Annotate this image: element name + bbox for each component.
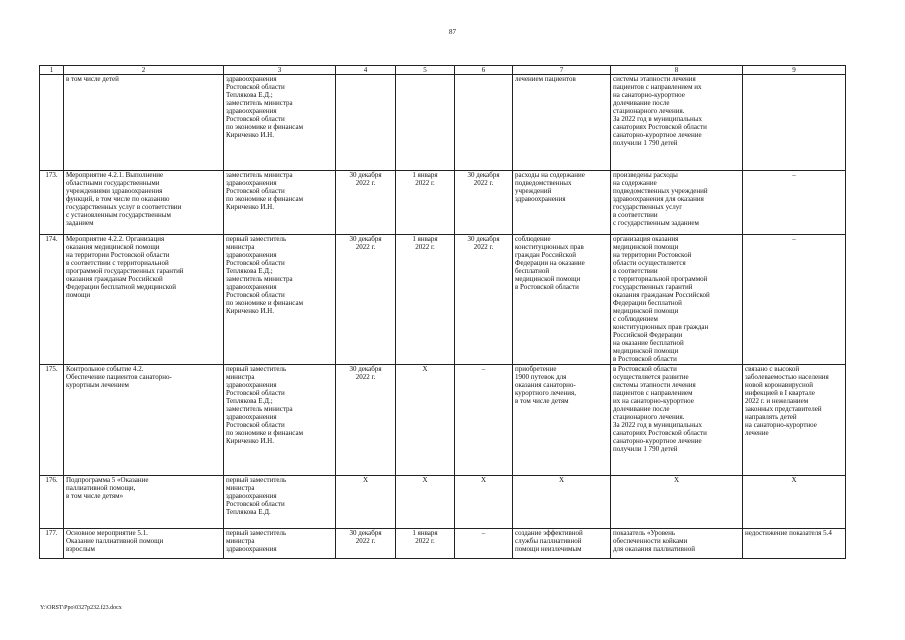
event-name-cell: Подпрограмма 5 «Оказание паллиативной помощи, в том числе детям» <box>64 476 224 529</box>
page-number: 87 <box>449 28 456 36</box>
actual-start-cell: X <box>396 476 455 529</box>
table-row <box>40 171 846 235</box>
actual-end-cell: 30 декабря 2022 г. <box>455 235 513 365</box>
planned-result-cell: соблюдение конституционных прав граждан Российской Федерации на оказание бесплатной медицинской помощи в Ростовской области <box>513 235 611 365</box>
reason-cell <box>743 75 846 171</box>
header-cell: 1 <box>40 66 64 75</box>
planned-date-cell: 30 декабря 2022 г. <box>336 235 396 365</box>
table-row <box>40 75 846 171</box>
actual-end-cell: – <box>455 365 513 476</box>
header-cell: 5 <box>396 66 455 75</box>
actual-end-cell: 30 декабря 2022 г. <box>455 171 513 235</box>
responsible-cell: первый заместитель министра здравоохранения Ростовской области Теплякова Е.Д.; заместитель министра здравоохранения Ростовской области по экономике и финансам Кириченко И.Н. <box>224 365 336 476</box>
header-cell: 9 <box>743 66 846 75</box>
event-name-cell: в том числе детей <box>64 75 224 171</box>
header-row <box>40 66 846 75</box>
event-name-cell: Основное мероприятие 5.1. Оказание паллиативной помощи взрослым <box>64 529 224 559</box>
table-row <box>40 529 846 559</box>
responsible-cell: заместитель министра здравоохранения Ростовской области по экономике и финансам Кириченко И.Н. <box>224 171 336 235</box>
planned-result-cell: расходы на содержание подведомственных учреждений здравоохранения <box>513 171 611 235</box>
planned-result-cell: лечением пациентов <box>513 75 611 171</box>
header-cell: 3 <box>224 66 336 75</box>
row-number-cell: 176. <box>40 476 64 529</box>
reason-cell: связано с высокой заболеваемостью населения новой коронавирусной инфекцией в I квартале 2022 г. и нежеланием законных представителей направлять детей на санаторно-курортное лечение <box>743 365 846 476</box>
actual-end-cell <box>455 75 513 171</box>
report-table <box>39 65 846 559</box>
planned-date-cell: X <box>336 476 396 529</box>
planned-date-cell: 30 декабря 2022 г. <box>336 529 396 559</box>
reason-cell: – <box>743 235 846 365</box>
planned-result-cell: создание эффективной службы паллиативной помощи неизлечимым <box>513 529 611 559</box>
actual-start-cell: X <box>396 365 455 476</box>
actual-result-cell: X <box>611 476 743 529</box>
row-number-cell <box>40 75 64 171</box>
planned-result-cell: приобретение 1900 путевок для оказания санаторно- курортного лечения, в том числе детям <box>513 365 611 476</box>
event-name-cell: Мероприятие 4.2.1. Выполнение областными государственными учреждениями здравоохранения функций, в том числе по оказанию государственных услуг в соответствии с установленным государственным заданием <box>64 171 224 235</box>
row-number-cell: 173. <box>40 171 64 235</box>
planned-result-cell: X <box>513 476 611 529</box>
event-name-cell: Мероприятие 4.2.2. Организация оказания медицинской помощи на территории Ростовской области в соответствии с территориальной программой государственных гарантий оказания гражданам Российской Федерации бесплатной медицинской помощи <box>64 235 224 365</box>
responsible-cell: первый заместитель министра здравоохранения Ростовской области Теплякова Е.Д.; заместитель министра здравоохранения Ростовской области по экономике и финансам Кириченко И.Н. <box>224 235 336 365</box>
table-row <box>40 235 846 365</box>
actual-end-cell: – <box>455 529 513 559</box>
header-cell: 2 <box>64 66 224 75</box>
header-cell: 7 <box>513 66 611 75</box>
actual-start-cell: 1 января 2022 г. <box>396 235 455 365</box>
file-path-footer: Y:\ORST\Ppo\0327p232.f23.docx <box>40 605 122 611</box>
responsible-cell: здравоохранения Ростовской области Теплякова Е.Д.; заместитель министра здравоохранения Ростовской области по экономике и финансам Кириченко И.Н. <box>224 75 336 171</box>
table-row <box>40 476 846 529</box>
table-row <box>40 365 846 476</box>
actual-result-cell: системы этапности лечения пациентов с направлением их на санаторно-курортное долечивание после стационарного лечения. За 2022 год в муниципальных санаториях Ростовской области санаторно-курортное лечение получили 1 790 детей <box>611 75 743 171</box>
actual-result-cell: произведены расходы на содержание подведомственных учреждений здравоохранения для оказания государственных услуг в соответствии с государственным заданием <box>611 171 743 235</box>
reason-cell: X <box>743 476 846 529</box>
planned-date-cell <box>336 75 396 171</box>
responsible-cell: первый заместитель министра здравоохранения Ростовской области Теплякова Е.Д. <box>224 476 336 529</box>
planned-date-cell: 30 декабря 2022 г. <box>336 171 396 235</box>
actual-start-cell: 1 января 2022 г. <box>396 529 455 559</box>
event-name-cell: Контрольное событие 4.2. Обеспечение пациентов санаторно- курортным лечением <box>64 365 224 476</box>
planned-date-cell: 30 декабря 2022 г. <box>336 365 396 476</box>
actual-result-cell: в Ростовской области осуществляется развитие системы этапности лечения пациентов с направлением их на санаторно-курортное долечивание после стационарного лечения. За 2022 год в муниципальных санаториях Ростовской области санаторно-курортное лечение получили 1 790 детей <box>611 365 743 476</box>
row-number-cell: 174. <box>40 235 64 365</box>
reason-cell: недостижение показателя 5.4 <box>743 529 846 559</box>
actual-end-cell: X <box>455 476 513 529</box>
row-number-cell: 177. <box>40 529 64 559</box>
actual-start-cell: 1 января 2022 г. <box>396 171 455 235</box>
header-cell: 4 <box>336 66 396 75</box>
responsible-cell: первый заместитель министра здравоохранения <box>224 529 336 559</box>
actual-start-cell <box>396 75 455 171</box>
header-cell: 6 <box>455 66 513 75</box>
actual-result-cell: показатель «Уровень обеспеченности койками для оказания паллиативной <box>611 529 743 559</box>
actual-result-cell: организация оказания медицинской помощи на территории Ростовской области осуществляется в соответствии с территориальной программой государственных гарантий оказания гражданам Российской Федерации бесплатной медицинской помощи с соблюдением конституционных прав граждан Российской Федерации на оказание бесплатной медицинской помощи в Ростовской области <box>611 235 743 365</box>
header-cell: 8 <box>611 66 743 75</box>
reason-cell: – <box>743 171 846 235</box>
row-number-cell: 175. <box>40 365 64 476</box>
